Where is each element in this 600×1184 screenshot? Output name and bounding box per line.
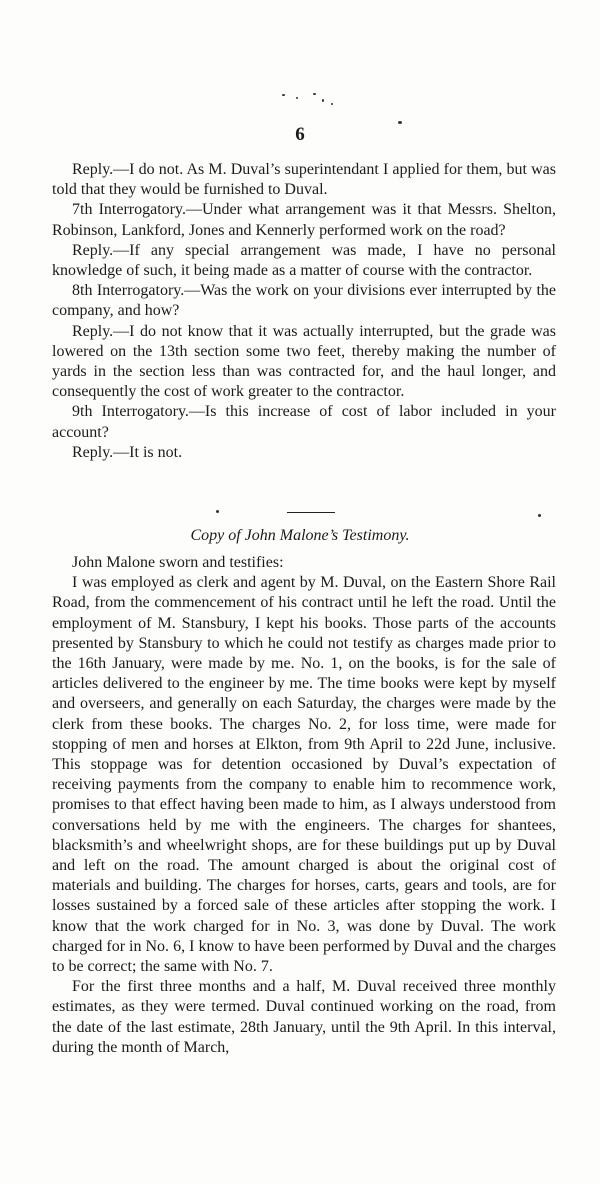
print-speck	[216, 510, 219, 513]
print-speck	[296, 97, 298, 99]
print-speck	[282, 94, 285, 96]
paragraph: For the first three months and a half, M. Duval received three monthly estimates, as they were termed. Duval continued working on the road, from the date of the last estimate, 28th January, until the 9th April. In this interval, during the month of March,	[52, 978, 556, 1056]
paragraph: Reply.—I do not know that it was actually interrupted, but the grade was lowered on the 13th section some two feet, thereby making the number of yards in the section less than was contracted for, and the haul longer, and consequently the cost of work greater to the contractor.	[52, 322, 556, 401]
testimony-heading: Copy of John Malone’s Testimony.	[190, 527, 410, 544]
paragraph: Reply.—If any special arrangement was made, I have no personal knowledge of such, it being made as a matter of course with the contractor.	[52, 241, 556, 280]
print-speck	[313, 93, 316, 95]
print-speck	[322, 99, 324, 102]
paragraph: 9th Interrogatory.—Is this increase of cost of labor included in your account?	[52, 403, 556, 441]
section-divider	[287, 512, 335, 513]
page-number: 6	[295, 124, 305, 145]
paragraph: I was employed as clerk and agent by M. Duval, on the Eastern Shore Rail Road, from the commencement of his contract until he left the road. Until the employment of M. Stansbury, I kept his books. Those parts of the accounts presented by Stansbury to which he could not testify as charges made prior to the 16th January, were made by me. No. 1, on the books, is for the sale of articles delivered to the engineer by me. The time books were kept by myself and overseers, and generally on each Saturday, the charges were made by the clerk from these books. The charges No. 2, for loss time, were made for stopping of men and horses at Elkton, from 9th April to 22d June, inclusive. This stoppage was for detention occasioned by Duval’s expectation of receiving payments from the company to enable him to recommence work, promises to that effect having been made to him, as I always understood from conversations held by me with the engineers. The charges for shantees, blacksmith’s and wheelwright shops, are for these buildings put up by Duval and left on the road. The amount charged is about the original cost of materials and building. The charges for horses, carts, gears and tools, are for losses sustained by a forced sale of these articles after stopping the work. I know that the work charged for in No. 3, was done by Duval. The work charged for in No. 6, I know to have been performed by Duval and the charges to be correct; the same with No. 7.	[52, 574, 556, 976]
paragraph: Reply.—I do not. As M. Duval’s superintendant I applied for them, but was told that they would be furnished to Duval.	[52, 161, 556, 199]
paragraph: John Malone sworn and testifies:	[72, 554, 284, 571]
paragraph: 8th Interrogatory.—Was the work on your divisions ever interrupted by the company, and how?	[52, 282, 556, 320]
print-speck	[331, 103, 333, 105]
paragraph: Reply.—It is not.	[72, 443, 183, 461]
interrogatory-replies	[52, 160, 556, 463]
paragraph: 7th Interrogatory.—Under what arrangement was it that Messrs. Shelton, Robinson, Lankford, Jones and Kennerly performed work on the road?	[52, 201, 556, 239]
print-speck	[538, 514, 541, 517]
testimony-body	[52, 553, 556, 1058]
